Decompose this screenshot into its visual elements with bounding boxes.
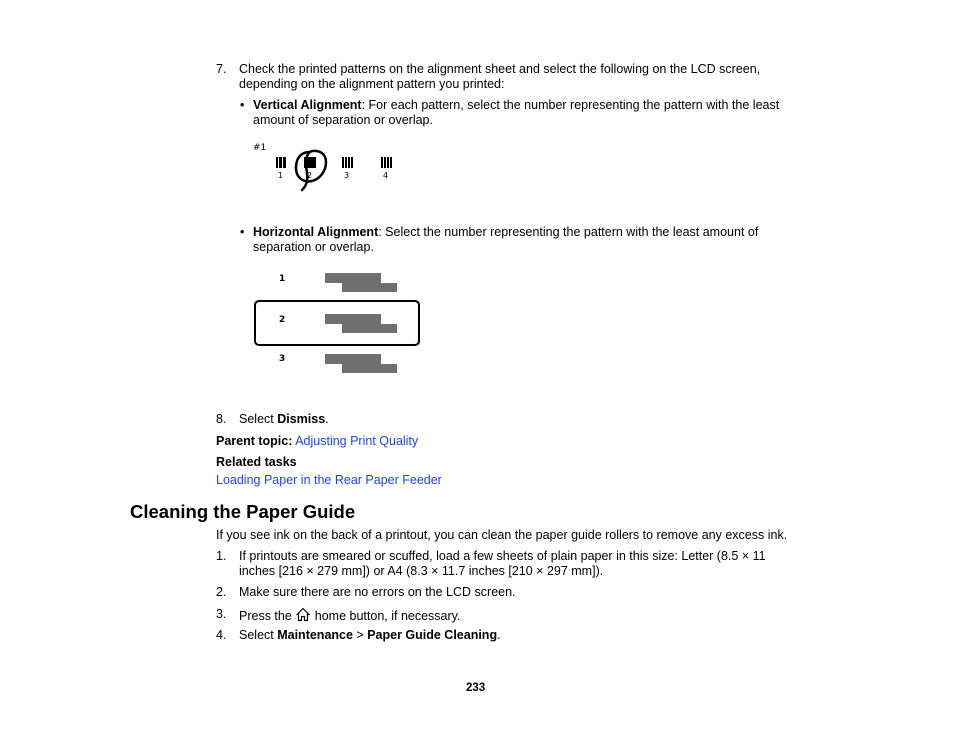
horizontal-number-3: 3 — [279, 354, 286, 364]
horizontal-pattern-1 — [325, 273, 397, 292]
cleaning-step-2-text: Make sure there are no errors on the LCD screen. — [239, 585, 516, 599]
vertical-alignment-figure — [250, 138, 410, 194]
related-task-link[interactable]: Loading Paper in the Rear Paper Feeder — [216, 473, 442, 487]
parent-topic-link[interactable]: Adjusting Print Quality — [295, 434, 419, 448]
home-icon — [295, 607, 311, 622]
horizontal-pattern-3 — [325, 354, 397, 373]
step-8-prefix: Select — [239, 412, 278, 426]
bullet: • — [240, 98, 245, 112]
cleaning-step-3-text — [239, 607, 460, 624]
dismiss-term: Dismiss — [277, 412, 326, 426]
horizontal-alignment-desc: : Select the number representing the pattern with the least amount of — [378, 225, 759, 239]
paper-guide-cleaning-term: Paper Guide Cleaning — [367, 628, 498, 642]
cleaning-step-3-number: 3. — [216, 607, 227, 621]
horizontal-alignment-figure — [250, 266, 425, 378]
step-8-text — [239, 412, 329, 427]
vertical-alignment-line2: amount of separation or overlap. — [253, 113, 433, 127]
related-tasks-label — [216, 455, 297, 470]
vertical-alignment-desc: : For each pattern, select the number representing the pattern with the least — [361, 98, 780, 112]
cleaning-step-4-number: 4. — [216, 628, 227, 642]
cleaning-step-1-line1: If printouts are smeared or scuffed, load a few sheets of plain paper in this size: Letter (8.5 × 11 — [239, 549, 766, 563]
vertical-number-3: 3 — [344, 171, 350, 180]
step-4-prefix: Select — [239, 628, 278, 642]
horizontal-number-2: 2 — [279, 315, 286, 325]
step-4-suffix: . — [497, 628, 501, 642]
horizontal-number-1: 1 — [279, 274, 286, 284]
vertical-pattern-4 — [381, 157, 392, 168]
step-8-number: 8. — [216, 412, 227, 426]
step-7-text-line1: Check the printed patterns on the alignment sheet and select the following on the LCD screen, — [239, 62, 761, 76]
step-7-number: 7. — [216, 62, 227, 76]
maintenance-term: Maintenance — [277, 628, 353, 642]
step-3-before: Press the — [239, 609, 292, 623]
vertical-number-1: 1 — [278, 171, 284, 180]
parent-topic — [216, 434, 418, 449]
parent-topic-label: Parent topic: — [216, 434, 293, 448]
vertical-alignment-line1 — [253, 98, 779, 113]
vertical-pattern-1 — [276, 157, 286, 168]
horizontal-alignment-term: Horizontal Alignment — [253, 225, 379, 239]
vertical-set-label: #1 — [253, 143, 267, 153]
cleaning-step-1-number: 1. — [216, 549, 227, 563]
step-8-suffix: . — [325, 412, 329, 426]
step-4-separator: > — [352, 628, 368, 642]
horizontal-pattern-2 — [325, 314, 397, 333]
cleaning-step-1-line2: inches [216 × 279 mm]) or A4 (8.3 × 11.7 inches [210 × 297 mm]). — [239, 564, 604, 578]
step-7-text-line2: depending on the alignment pattern you printed: — [239, 77, 505, 91]
related-tasks-heading: Related tasks — [216, 455, 297, 469]
cleaning-step-4-text — [239, 628, 501, 643]
horizontal-alignment-line1 — [253, 225, 758, 240]
vertical-pattern-3 — [342, 157, 353, 168]
bullet: • — [240, 225, 245, 239]
page-number: 233 — [466, 682, 486, 694]
cleaning-step-2-number: 2. — [216, 585, 227, 599]
horizontal-alignment-line2: separation or overlap. — [253, 240, 374, 254]
section-title: Cleaning the Paper Guide — [130, 501, 356, 522]
vertical-alignment-term: Vertical Alignment — [253, 98, 362, 112]
section-intro: If you see ink on the back of a printout, you can clean the paper guide rollers to remove any excess ink. — [216, 528, 788, 542]
vertical-number-2: 2 — [307, 171, 313, 180]
vertical-number-4: 4 — [383, 171, 389, 180]
step-3-after: home button, if necessary. — [314, 609, 461, 623]
